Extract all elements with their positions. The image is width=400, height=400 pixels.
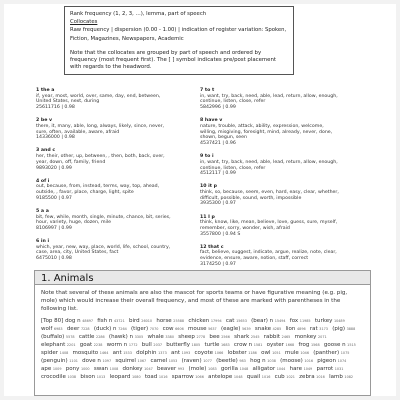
word-frequency: 1093 (181, 351, 191, 355)
word-item: alligator (252, 366, 276, 372)
word-item: hog n (250, 358, 266, 364)
entry-headword: 1 the a (36, 88, 55, 93)
word-frequency: 1077 (203, 359, 212, 363)
word-item: donkey (122, 366, 143, 372)
word-item: pony (65, 366, 80, 372)
word-item: butterfly (166, 342, 190, 348)
word-frequency: 1016 (304, 359, 314, 363)
word-frequency: 1373 (158, 351, 167, 355)
word-item: lobster (227, 350, 247, 356)
word-frequency: 1008 (109, 367, 119, 371)
word-item: dolphin (136, 350, 157, 356)
word-item: (panther) (313, 350, 340, 356)
word-item: hare (289, 366, 302, 372)
word-item: toad (144, 374, 158, 380)
word-item: wolf (41, 326, 53, 332)
word-frequency: 1408 (59, 351, 69, 355)
dictionary-entry (36, 88, 176, 111)
word-frequency: 1080 (131, 375, 141, 379)
word-item: (buffalo) (41, 334, 65, 340)
word-item: bull (141, 342, 152, 348)
word-item: turtle (204, 342, 220, 348)
entry-stats: 5842996 | 0.99 (200, 105, 236, 111)
word-frequency: 5637 (208, 327, 217, 331)
word-frequency: 1016 (261, 375, 271, 379)
word-frequency: 1016 (316, 375, 325, 379)
word-frequency: 1464 (99, 351, 109, 355)
word-frequency: 2545 (250, 335, 260, 339)
entries-right-column (200, 88, 340, 275)
word-frequency: 1097 (102, 359, 112, 363)
entry-headword: 12 that c (200, 244, 224, 250)
entry-headword: 8 have v (200, 118, 223, 124)
word-frequency: 1016 (158, 375, 168, 379)
word-item: camel (150, 358, 168, 364)
word-frequency: 2238 (93, 343, 103, 347)
word-frequency: 1186 (248, 351, 257, 355)
word-frequency: 10489 (333, 319, 345, 323)
word-frequency: 2071 (318, 335, 327, 339)
word-frequency: 1581 (253, 343, 263, 347)
word-frequency: 1046 (300, 351, 309, 355)
word-item: ape (41, 366, 52, 372)
word-item: swan (93, 366, 109, 372)
word-item: cow (162, 326, 174, 332)
word-frequency: 1013 (96, 375, 106, 379)
word-item: dove n (82, 358, 101, 364)
word-frequency: 25588 (173, 319, 185, 323)
word-item: bison (80, 374, 96, 380)
section-box (34, 285, 371, 396)
word-frequency: 2465 (281, 335, 291, 339)
word-item: zebra (299, 374, 315, 380)
entry-collocates: out, because, from, instead, terms, way, top, ahead, outside, , favor, place, charge, light, spite (36, 184, 160, 196)
word-item: (moose) (280, 358, 303, 364)
entry-stats: 3174250 | 0.97 (200, 261, 236, 267)
word-frequency: 3888 (346, 327, 356, 331)
entry-collocates: in, want, try, back, need, able, lead, return, allow, enough, continue, listen, close, refer (200, 93, 338, 105)
word-item: chicken (188, 318, 210, 324)
legend-line-stats: Raw frequency | dispersion (0.00 - 1.00) | indication of register variation: Spoken, Fiction, Magazines, Newspapers, Academic (70, 27, 287, 42)
word-frequency: 993 (177, 367, 185, 371)
word-item: ant (171, 350, 181, 356)
word-item: monkey (294, 334, 317, 340)
word-frequency: 2037 (153, 343, 163, 347)
word-item: mouse (188, 326, 207, 332)
word-frequency: 1044 (276, 367, 286, 371)
dictionary-entry (200, 184, 340, 207)
word-item: cub (274, 374, 285, 380)
word-item: antelope (208, 374, 233, 380)
word-item: mosquito (72, 350, 99, 356)
word-frequency: 1031 (334, 367, 344, 371)
word-item: gorilla (220, 366, 238, 372)
word-item: rat (309, 326, 318, 332)
word-frequency: 26010 (141, 319, 153, 323)
word-frequency: 2778 (196, 335, 206, 339)
word-frequency: 6983 (53, 327, 63, 331)
word-item: worm n (106, 342, 128, 348)
word-item: cat (225, 318, 235, 324)
word-item: crocodile (41, 374, 66, 380)
entry-headword: 3 and c (36, 148, 56, 154)
legend-box (64, 6, 294, 75)
word-frequency: 7264 (118, 327, 127, 331)
entry-collocates: fact, believe, suggest, indicate, argue, realize, note, clear, evidence, ensure, aware, notion, staff, correct (200, 250, 337, 262)
word-item: pigeon (317, 358, 337, 364)
word-frequency: 1051 (272, 351, 281, 355)
word-frequency: 1053 (168, 359, 178, 363)
dictionary-entry (36, 209, 176, 232)
entry-stats: 8106997 | 0.99 (36, 225, 72, 231)
word-frequency: 7228 (80, 327, 90, 331)
word-frequency: 1047 (144, 367, 153, 371)
word-item: squirrel (115, 358, 136, 364)
entry-stats: 9185500 | 0.97 (36, 195, 72, 201)
word-item: frog (298, 342, 310, 348)
entry-collocates: nature, trouble, attack, ability, expression, welcome, willing, misgiving, foresight, mind, already, never, done, shown, begun, seen (200, 123, 333, 141)
word-item: whale (147, 334, 164, 340)
word-item: cattle (78, 334, 95, 340)
word-item: (pig) (332, 326, 345, 332)
word-frequency: 1000 (80, 367, 90, 371)
entry-collocates: which, year, new, way, place, world, life, school, country, case, area, city, United States, fact (36, 244, 171, 256)
word-item: parrot (316, 366, 334, 372)
legend-line-rank: Rank frequency (1, 2, 3, …), lemma, part of speech (70, 11, 207, 17)
word-frequency: 48697 (82, 319, 94, 323)
word-frequency: 6606 (175, 327, 184, 331)
word-item: sheep (178, 334, 195, 340)
entry-stats: 4537421 | 0.96 (200, 141, 236, 147)
word-item: lion (285, 326, 296, 332)
dictionary-entry (36, 118, 176, 141)
legend-note: Note that the collocates are grouped by part of speech and ordered by frequency (most frequent first). The [ ] symbol indicates pre/post placement with regards to the headword. (70, 49, 277, 70)
word-frequency: 3305 (134, 335, 144, 339)
word-frequency: 1075 (340, 351, 350, 355)
word-item: (mole) (188, 366, 207, 372)
section-title: 1. Animals (34, 270, 371, 285)
word-item: (tiger) (131, 326, 149, 332)
dictionary-page (4, 4, 396, 396)
entry-headword: 9 to i (200, 154, 214, 160)
word-item: snake (254, 326, 272, 332)
word-item: fish n (97, 318, 113, 324)
word-frequency: 43721 (113, 319, 125, 323)
word-item: beaver (157, 366, 177, 372)
word-frequency: 1066 (195, 375, 204, 379)
word-item: spider (41, 350, 59, 356)
word-item: (bear) n (251, 318, 274, 324)
word-frequency: 1066 (214, 351, 224, 355)
entry-stats: 25611716 | 0.98 (36, 105, 75, 111)
dictionary-entry (36, 239, 176, 262)
entry-stats: 14336000 | 0.98 (36, 135, 75, 141)
word-frequency: 1038 (67, 375, 77, 379)
word-frequency: 17994 (210, 319, 222, 323)
word-item: horse (156, 318, 172, 324)
dictionary-entry (200, 245, 340, 268)
word-frequency: 1083 (208, 367, 217, 371)
word-item: elephant (41, 342, 66, 348)
entry-collocates: her, their, other, up, between, , then, both, back, over, year, down, off, family, friend (36, 154, 165, 165)
word-item: ant (112, 350, 122, 356)
word-frequency: 1683 (221, 343, 230, 347)
dictionary-entry (36, 148, 176, 171)
word-frequency: 3380 (165, 335, 174, 339)
word-frequency: 7070 (149, 327, 159, 331)
entry-stats: 3557800 | 0.94 S (200, 231, 241, 237)
word-frequency: 1515 (347, 343, 356, 347)
word-item: rabbit (263, 334, 281, 340)
entry-collocates: bit, few, while, month, single, minute, chance, bit, series, hour, variety, huge, dozen, mile (36, 214, 171, 226)
entry-collocates: in, want, try, back, need, able, lead, return, allow, enough, continue, listen, close, refer (200, 159, 338, 171)
word-item: bird (129, 318, 140, 324)
word-item: [Top 80] dog n (41, 318, 81, 324)
word-frequency: 1048 (233, 375, 243, 379)
word-item: (raven) (181, 358, 202, 364)
entry-headword: 2 be v (36, 118, 53, 124)
word-frequency: 1082 (344, 375, 354, 379)
word-frequency: 5639 (242, 327, 251, 331)
word-frequency: 1074 (337, 359, 347, 363)
word-frequency: 4896 (297, 327, 306, 331)
word-item: fox (289, 318, 299, 324)
section-intro: Note that several of these animals are also the mascot for sports teams or have figurative meaning (e.g. pig, mole) which would increase their overall frequency, and most of these are marked with parentheses in the following list. (41, 290, 348, 312)
frequency-word-list (41, 317, 364, 381)
word-frequency: 1668 (285, 343, 295, 347)
word-frequency: 1038 (267, 359, 276, 363)
word-frequency: 4285 (272, 327, 282, 331)
word-frequency: 15494 (274, 319, 286, 323)
dictionary-entry (200, 118, 340, 147)
entry-stats: 4512117 | 0.99 (200, 171, 236, 177)
word-item: goose n (323, 342, 346, 348)
word-frequency: 1805 (191, 343, 201, 347)
word-frequency: 1021 (286, 375, 295, 379)
entry-collocates: there, it, many, able, long, always, likely, since, never, sure, often, available, aware, afraid (36, 123, 165, 135)
word-item: bee (209, 334, 220, 340)
entry-collocates: think, so, because, seem, even, hard, easy, clear, whether, difficult, possible, sound, worth, impossible (200, 190, 339, 201)
word-item: (eagle) (220, 326, 241, 332)
word-item: (duck) n (93, 326, 117, 332)
legend-line-collocates: Collocates (70, 19, 98, 26)
entries-left-column (36, 88, 176, 269)
entry-headword: 7 to t (200, 88, 215, 93)
word-item: (beetle) (216, 358, 238, 364)
word-item: quail (246, 374, 261, 380)
entry-headword: 5 a a (36, 208, 49, 214)
word-frequency: 1009 (52, 367, 62, 371)
word-frequency: 1101 (69, 359, 78, 363)
entry-headword: 6 in i (36, 239, 50, 245)
entry-collocates: if, year, most, world, over, same, day, end, between, United States, next, during (36, 93, 161, 105)
word-item: (penguin) (41, 358, 68, 364)
word-item: mule (284, 350, 299, 356)
word-item: crow n (233, 342, 253, 348)
word-item: turkey (314, 318, 333, 324)
entry-headword: 4 of i (36, 178, 50, 184)
dictionary-entry (200, 88, 340, 111)
entry-collocates: think, know, like, mean, believe, love, guess, sure, myself, remember, sorry, wonder, wish, afraid (200, 220, 338, 231)
entry-stats: 9893020 | 0.99 (36, 165, 72, 171)
dictionary-entry (200, 215, 340, 238)
word-frequency: 2286 (96, 335, 105, 339)
word-item: owl (261, 350, 271, 356)
word-frequency: 1568 (310, 343, 320, 347)
word-item: oyster (266, 342, 284, 348)
dictionary-entry (36, 179, 176, 202)
word-frequency: 2201 (66, 343, 76, 347)
word-frequency: 1048 (239, 367, 249, 371)
word-frequency: 3173 (319, 327, 328, 331)
word-item: (hawk) n (108, 334, 133, 340)
entry-headword: 11 I p (200, 214, 215, 220)
word-item: goat (79, 342, 93, 348)
word-frequency: 1049 (303, 367, 313, 371)
dictionary-entry (200, 154, 340, 177)
word-frequency: 1772 (128, 343, 138, 347)
word-frequency: 2566 (221, 335, 230, 339)
word-item: lamb (329, 374, 343, 380)
word-item: shark (234, 334, 250, 340)
entry-headword: 10 it p (200, 184, 217, 190)
word-frequency: 1533 (123, 351, 132, 355)
word-item: sparrow (171, 374, 194, 380)
entry-stats: 3935300 | 0.97 (200, 201, 236, 207)
word-frequency: 5578 (65, 335, 75, 339)
word-frequency: 983 (239, 359, 246, 363)
entry-stats: 6475010 | 0.98 (36, 256, 72, 262)
word-item: coyote (194, 350, 214, 356)
word-frequency: 11985 (299, 319, 311, 323)
word-item: deer (66, 326, 80, 332)
word-frequency: 15653 (236, 319, 247, 323)
word-frequency: 1067 (137, 359, 147, 363)
word-item: leopard (109, 374, 131, 380)
